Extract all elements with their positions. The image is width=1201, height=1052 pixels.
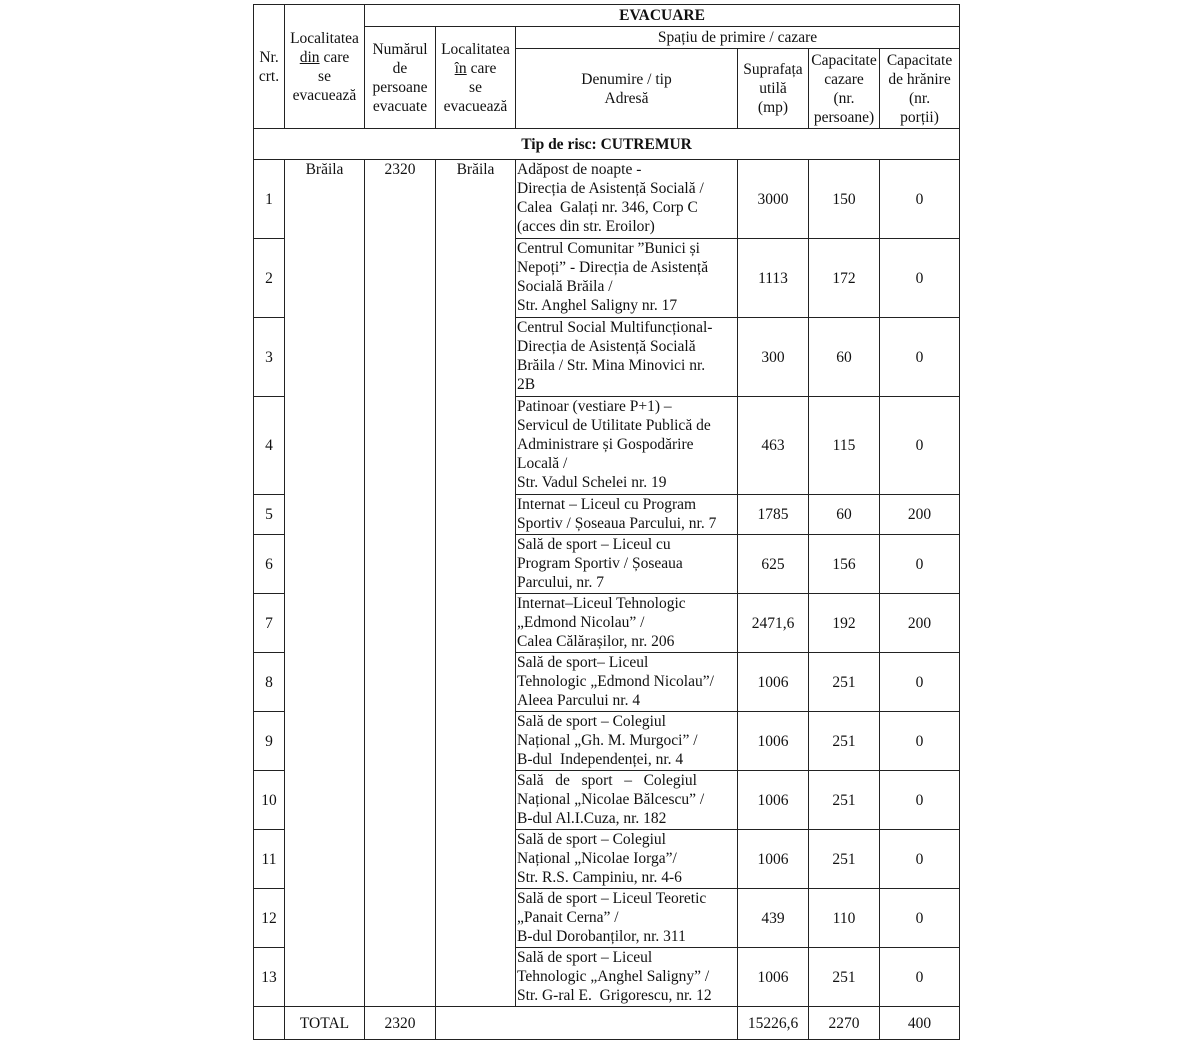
feeding-capacity: 0 bbox=[880, 318, 960, 397]
address-line: Socială Brăila / bbox=[517, 278, 613, 295]
address-line: Str. Vadul Schelei nr. 19 bbox=[517, 474, 667, 491]
address-line: Național „Nicolae Iorga”/ bbox=[517, 850, 677, 867]
address-line: Locală / bbox=[517, 455, 568, 472]
address-line: Adăpost de noapte - bbox=[517, 161, 642, 178]
address-line: B-dul Independenței, nr. 4 bbox=[517, 751, 684, 768]
header-evacuare: EVACUARE bbox=[365, 5, 960, 27]
address-line: Sală de sport – Liceul Teoretic bbox=[517, 890, 707, 907]
address-line: Administrare și Gospodărire bbox=[517, 436, 694, 453]
row-number: 8 bbox=[254, 653, 285, 712]
usable-area: 439 bbox=[738, 889, 809, 948]
header-target-locality: Localitatea în care se evacuează bbox=[436, 27, 516, 129]
address-line: Internat–Liceul Tehnologic bbox=[517, 595, 686, 612]
address-line: Național „Nicolae Bălcescu” / bbox=[517, 791, 705, 808]
address-line: Sală de sport – Liceul cu bbox=[517, 536, 671, 553]
header-nr-crt: Nr. crt. bbox=[254, 5, 285, 129]
facility-name-address bbox=[516, 318, 738, 397]
lodging-capacity: 251 bbox=[809, 830, 880, 889]
usable-area: 1006 bbox=[738, 830, 809, 889]
feeding-capacity: 0 bbox=[880, 948, 960, 1007]
header-name-address: Denumire / tip Adresă bbox=[516, 49, 738, 129]
table-body bbox=[254, 129, 960, 1007]
row-number: 9 bbox=[254, 712, 285, 771]
address-line: Sală de sport – Colegiul bbox=[517, 831, 666, 848]
usable-area: 1006 bbox=[738, 712, 809, 771]
total-food: 400 bbox=[880, 1007, 960, 1040]
facility-name-address bbox=[516, 495, 738, 535]
feeding-capacity: 0 bbox=[880, 239, 960, 318]
address-line: Calea Galați nr. 346, Corp C bbox=[517, 199, 698, 216]
facility-name-address bbox=[516, 771, 738, 830]
feeding-capacity: 0 bbox=[880, 160, 960, 239]
source-locality: Brăila bbox=[285, 160, 365, 1007]
address-line: Patinoar (vestiare P+1) – bbox=[517, 398, 672, 415]
address-line: 2B bbox=[517, 376, 536, 393]
facility-name-address bbox=[516, 830, 738, 889]
lodging-capacity: 110 bbox=[809, 889, 880, 948]
total-empty bbox=[436, 1007, 738, 1040]
lodging-capacity: 115 bbox=[809, 397, 880, 495]
address-line: „Panait Cerna” / bbox=[517, 909, 619, 926]
address-line: Nepoți” - Direcția de Asistență bbox=[517, 259, 709, 276]
row-number: 4 bbox=[254, 397, 285, 495]
address-line: Tehnologic „Anghel Saligny” / bbox=[517, 968, 710, 985]
address-line: Str. Anghel Saligny nr. 17 bbox=[517, 297, 678, 314]
table-row bbox=[254, 160, 960, 239]
address-line: Tehnologic „Edmond Nicolau”/ bbox=[517, 673, 714, 690]
header-reception-space: Spațiu de primire / cazare bbox=[516, 27, 960, 49]
row-number: 12 bbox=[254, 889, 285, 948]
lodging-capacity: 60 bbox=[809, 318, 880, 397]
feeding-capacity: 0 bbox=[880, 535, 960, 594]
facility-name-address bbox=[516, 535, 738, 594]
lodging-capacity: 192 bbox=[809, 594, 880, 653]
address-line: Centrul Comunitar ”Bunici și bbox=[517, 240, 700, 257]
facility-name-address bbox=[516, 889, 738, 948]
risk-type: Tip de risc: CUTREMUR bbox=[254, 129, 960, 160]
facility-name-address bbox=[516, 160, 738, 239]
usable-area: 2471,6 bbox=[738, 594, 809, 653]
address-line: Brăila / Str. Mina Minovici nr. bbox=[517, 357, 706, 374]
header-feeding-capacity: Capacitate de hrănire (nr. porții) bbox=[880, 49, 960, 129]
usable-area: 1113 bbox=[738, 239, 809, 318]
total-capacity: 2270 bbox=[809, 1007, 880, 1040]
target-locality: Brăila bbox=[436, 160, 516, 1007]
row-number: 7 bbox=[254, 594, 285, 653]
address-line: Aleea Parcului nr. 4 bbox=[517, 692, 641, 709]
feeding-capacity: 0 bbox=[880, 397, 960, 495]
usable-area: 463 bbox=[738, 397, 809, 495]
lodging-capacity: 150 bbox=[809, 160, 880, 239]
address-line: Național „Gh. M. Murgoci” / bbox=[517, 732, 698, 749]
row-number: 2 bbox=[254, 239, 285, 318]
facility-name-address bbox=[516, 594, 738, 653]
row-number: 13 bbox=[254, 948, 285, 1007]
row-number: 10 bbox=[254, 771, 285, 830]
lodging-capacity: 172 bbox=[809, 239, 880, 318]
address-line: (acces din str. Eroilor) bbox=[517, 218, 655, 235]
usable-area: 3000 bbox=[738, 160, 809, 239]
facility-name-address bbox=[516, 948, 738, 1007]
total-row bbox=[254, 1007, 960, 1040]
lodging-capacity: 156 bbox=[809, 535, 880, 594]
facility-name-address bbox=[516, 239, 738, 318]
usable-area: 1006 bbox=[738, 653, 809, 712]
feeding-capacity: 0 bbox=[880, 653, 960, 712]
lodging-capacity: 251 bbox=[809, 712, 880, 771]
header-source-locality: Localitatea din care se evacuează bbox=[285, 5, 365, 129]
lodging-capacity: 251 bbox=[809, 948, 880, 1007]
feeding-capacity: 0 bbox=[880, 889, 960, 948]
header-usable-area: Suprafața utilă (mp) bbox=[738, 49, 809, 129]
address-line: Internat – Liceul cu Program bbox=[517, 496, 697, 513]
address-line: Sală de sport – Colegiul bbox=[517, 772, 697, 789]
feeding-capacity: 200 bbox=[880, 495, 960, 535]
address-line: Sportiv / Șoseaua Parcului, nr. 7 bbox=[517, 515, 717, 532]
address-line: B-dul Al.I.Cuza, nr. 182 bbox=[517, 810, 667, 827]
address-line: Str. G-ral E. Grigorescu, nr. 12 bbox=[517, 987, 712, 1004]
lodging-capacity: 251 bbox=[809, 771, 880, 830]
address-line: B-dul Dorobanților, nr. 311 bbox=[517, 928, 686, 945]
row-number: 11 bbox=[254, 830, 285, 889]
header-evacuated-count: Numărul de persoane evacuate bbox=[365, 27, 436, 129]
total-persons: 2320 bbox=[365, 1007, 436, 1040]
facility-name-address bbox=[516, 712, 738, 771]
evacuated-persons: 2320 bbox=[365, 160, 436, 1007]
usable-area: 1006 bbox=[738, 948, 809, 1007]
total-empty-nr bbox=[254, 1007, 285, 1040]
feeding-capacity: 0 bbox=[880, 771, 960, 830]
address-line: „Edmond Nicolau” / bbox=[517, 614, 645, 631]
row-number: 6 bbox=[254, 535, 285, 594]
row-number: 5 bbox=[254, 495, 285, 535]
feeding-capacity: 0 bbox=[880, 830, 960, 889]
usable-area: 1785 bbox=[738, 495, 809, 535]
total-label: TOTAL bbox=[285, 1007, 365, 1040]
address-line: Sală de sport – Colegiul bbox=[517, 713, 666, 730]
facility-name-address bbox=[516, 397, 738, 495]
header-lodging-capacity: Capacitate cazare (nr. persoane) bbox=[809, 49, 880, 129]
evacuation-table bbox=[253, 4, 960, 1040]
address-line: Direcția de Asistență Socială bbox=[517, 338, 696, 355]
address-line: Sală de sport – Liceul bbox=[517, 949, 653, 966]
address-line: Program Sportiv / Șoseaua bbox=[517, 555, 683, 572]
row-number: 1 bbox=[254, 160, 285, 239]
row-number: 3 bbox=[254, 318, 285, 397]
facility-name-address bbox=[516, 653, 738, 712]
address-line: Direcția de Asistență Socială / bbox=[517, 180, 704, 197]
address-line: Str. R.S. Campiniu, nr. 4-6 bbox=[517, 869, 682, 886]
address-line: Sală de sport– Liceul bbox=[517, 654, 649, 671]
usable-area: 300 bbox=[738, 318, 809, 397]
address-line: Parcului, nr. 7 bbox=[517, 574, 604, 591]
feeding-capacity: 200 bbox=[880, 594, 960, 653]
lodging-capacity: 251 bbox=[809, 653, 880, 712]
lodging-capacity: 60 bbox=[809, 495, 880, 535]
address-line: Servicul de Utilitate Publică de bbox=[517, 417, 711, 434]
feeding-capacity: 0 bbox=[880, 712, 960, 771]
address-line: Calea Călărașilor, nr. 206 bbox=[517, 633, 675, 650]
usable-area: 1006 bbox=[738, 771, 809, 830]
address-line: Centrul Social Multifuncțional- bbox=[517, 319, 713, 336]
usable-area: 625 bbox=[738, 535, 809, 594]
total-area: 15226,6 bbox=[738, 1007, 809, 1040]
